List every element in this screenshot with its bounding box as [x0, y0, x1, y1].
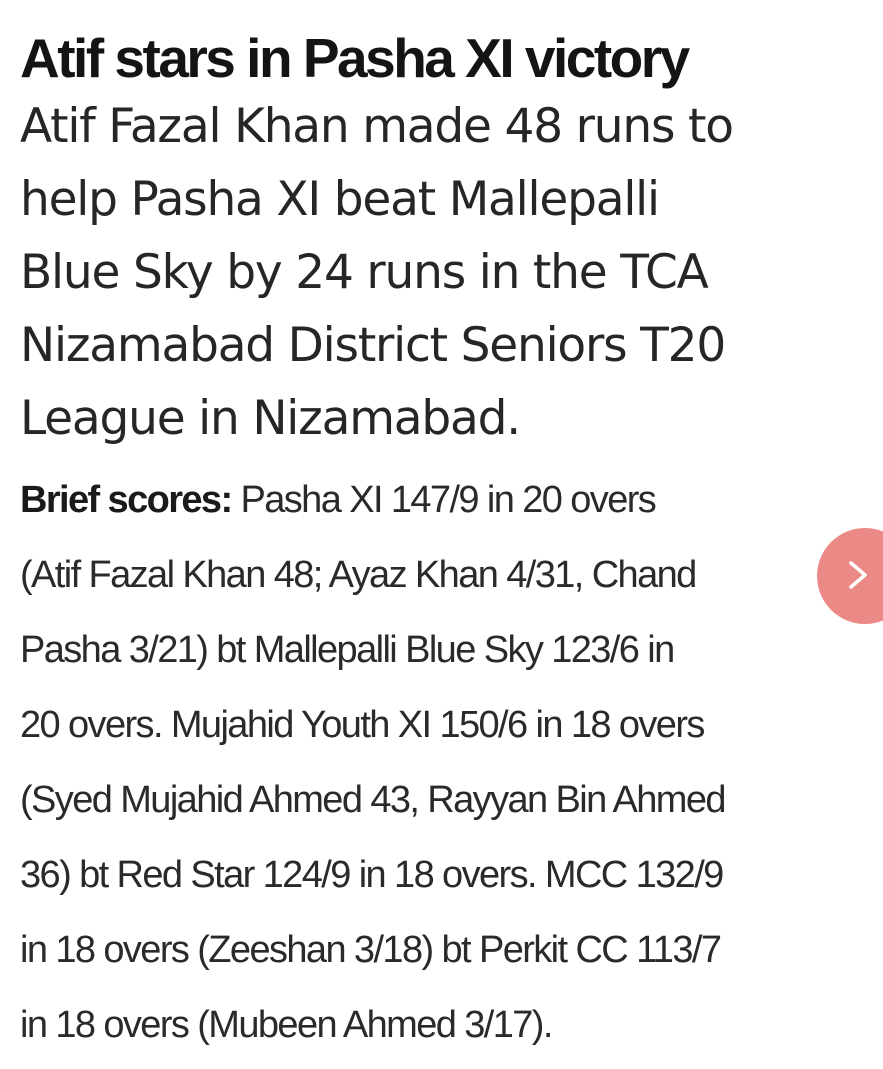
chevron-right-icon — [845, 560, 871, 590]
body-line — [20, 463, 870, 538]
body-line: in 18 overs (Mubeen Ahmed 3/17). — [20, 1004, 552, 1046]
brief-scores-body — [20, 463, 870, 1063]
standfirst-line: Atif Fazal Khan made 48 runs to — [20, 99, 733, 154]
article-headline: Atif stars in Pasha XI victory — [20, 27, 688, 89]
body-line: in 18 overs (Zeeshan 3/18) bt Perkit CC 113/7 — [20, 929, 721, 971]
body-line: 20 overs. Mujahid Youth XI 150/6 in 18 overs — [20, 704, 704, 746]
standfirst-line: Nizamabad District Seniors T20 — [20, 318, 726, 373]
standfirst-line: League in Nizamabad. — [20, 391, 521, 446]
standfirst-line: help Pasha XI beat Mallepalli — [20, 172, 659, 227]
news-article — [20, 26, 870, 1063]
body-line: (Syed Mujahid Ahmed 43, Rayyan Bin Ahmed — [20, 779, 725, 821]
article-standfirst — [20, 90, 870, 455]
body-line-text: Pasha XI 147/9 in 20 overs — [231, 479, 656, 521]
body-line: 36) bt Red Star 124/9 in 18 overs. MCC 132/9 — [20, 854, 723, 896]
body-line: (Atif Fazal Khan 48; Ayaz Khan 4/31, Chand — [20, 554, 696, 596]
body-line: Pasha 3/21) bt Mallepalli Blue Sky 123/6 in — [20, 629, 674, 671]
standfirst-line: Blue Sky by 24 runs in the TCA — [20, 245, 708, 300]
brief-scores-label: Brief scores: — [20, 479, 232, 521]
